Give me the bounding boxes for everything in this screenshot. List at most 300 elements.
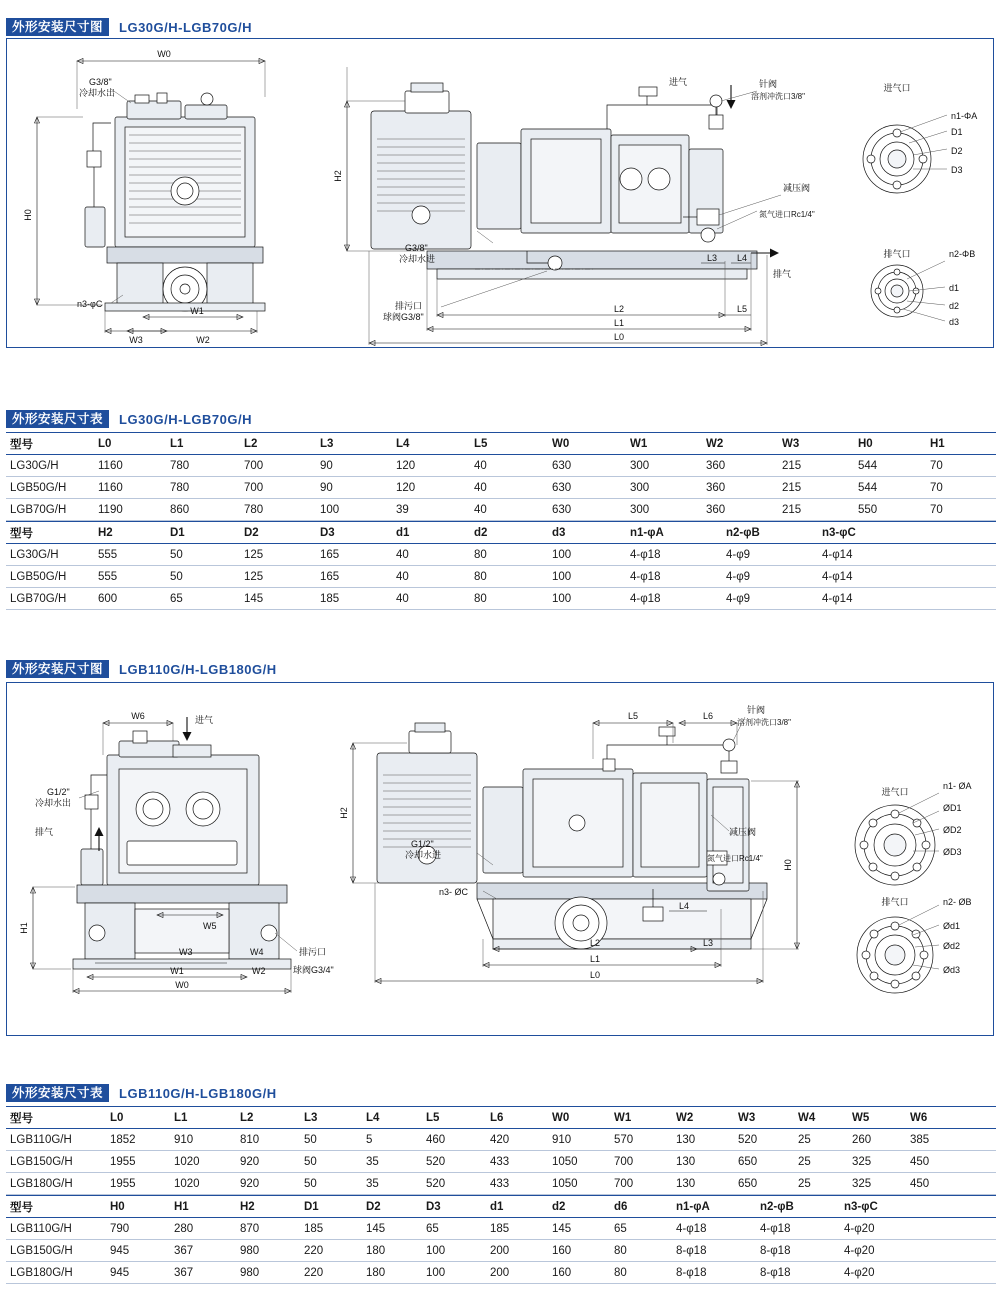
- col-header: L5: [422, 1107, 486, 1129]
- cell: 65: [422, 1218, 486, 1240]
- label-n3-c: n3-φC: [77, 299, 103, 309]
- spec-table-2b: [6, 1195, 996, 1284]
- label-h2-2: H2: [339, 807, 349, 819]
- cell: LGB110G/H: [6, 1218, 106, 1240]
- label-cooling-out-2: 冷却水出: [79, 88, 116, 98]
- label-cooling-in-2: 冷却水进: [399, 254, 436, 264]
- cell: 300: [626, 477, 702, 499]
- label-nitrogen: 氮气进口Rc1/4": [759, 210, 815, 219]
- label-n2-2: n2- ØB: [943, 897, 972, 907]
- label-l2: L2: [613, 304, 625, 314]
- cell: 160: [548, 1240, 610, 1262]
- label-w0: W0: [175, 980, 189, 990]
- col-header: n1-φA: [672, 1196, 756, 1218]
- cell: 870: [236, 1218, 300, 1240]
- cell: LG30G/H: [6, 544, 94, 566]
- label-nitrogen-2: 氮气进口Rc1/4": [707, 854, 763, 863]
- cell: 980: [236, 1262, 300, 1284]
- cell: 300: [626, 455, 702, 477]
- label-n2: n2-ΦB: [949, 249, 976, 259]
- cell: 1050: [548, 1173, 610, 1195]
- col-header: L6: [486, 1107, 548, 1129]
- label-w2: W2: [252, 966, 266, 976]
- cell: 555: [94, 544, 166, 566]
- cell: 165: [316, 544, 392, 566]
- section-title-en-3: LGB110G/H-LGB180G/H: [119, 661, 277, 677]
- cell: 4-φ9: [722, 588, 818, 610]
- table-row: [6, 1173, 996, 1195]
- cell: 35: [362, 1173, 422, 1195]
- label-relief-valve-2: 减压阀: [729, 827, 757, 837]
- cell: 50: [166, 566, 240, 588]
- cell: 280: [170, 1218, 236, 1240]
- col-header: W4: [794, 1107, 848, 1129]
- label-drain-1: 排污口: [395, 301, 423, 311]
- cell: 25: [794, 1173, 848, 1195]
- cell: LGB150G/H: [6, 1151, 106, 1173]
- col-header: D1: [300, 1196, 362, 1218]
- label-h0-2: H0: [783, 859, 793, 871]
- label-intake-port-2: 进气口: [881, 787, 909, 797]
- cell: 460: [422, 1129, 486, 1151]
- cell: 790: [106, 1218, 170, 1240]
- label-d1: D1: [951, 127, 963, 137]
- label-l0-2: L0: [589, 970, 601, 980]
- col-header: W2: [672, 1107, 734, 1129]
- cell: 40: [392, 544, 470, 566]
- label-w6: W6: [131, 711, 145, 721]
- col-header: H1: [926, 433, 996, 455]
- dimension-drawing-lg30-lgb70: [6, 38, 994, 348]
- col-header: L3: [316, 433, 392, 455]
- col-header: L3: [300, 1107, 362, 1129]
- col-header: W0: [548, 1107, 610, 1129]
- label-solvent-2: 溶剂冲洗口3/8": [737, 718, 791, 727]
- col-header: D2: [362, 1196, 422, 1218]
- cell: 920: [236, 1151, 300, 1173]
- label-cooling-in-1: G3/8": [405, 243, 428, 253]
- table-row: [6, 1151, 996, 1173]
- label-w3: W3: [129, 335, 143, 345]
- cell: 215: [778, 455, 854, 477]
- label-cooling-out-1: G3/8": [89, 77, 112, 87]
- cell: 520: [422, 1151, 486, 1173]
- cell: 385: [906, 1129, 996, 1151]
- cell: 90: [316, 477, 392, 499]
- cell: 4-φ9: [722, 544, 818, 566]
- table-header-row: [6, 1107, 996, 1129]
- cell: 40: [392, 588, 470, 610]
- section-title-cn-2: 外形安装尺寸表: [6, 410, 109, 428]
- col-header: L2: [236, 1107, 300, 1129]
- col-header: W1: [626, 433, 702, 455]
- cell: 50: [300, 1151, 362, 1173]
- label-drain-2-2: 球阀G3/4": [293, 965, 334, 975]
- cell: 4-φ18: [626, 566, 722, 588]
- col-header: W1: [610, 1107, 672, 1129]
- section-title-en-2: LG30G/H-LGB70G/H: [119, 411, 252, 427]
- cell: LGB70G/H: [6, 499, 94, 521]
- label-sd3: d3: [949, 317, 960, 327]
- table-row: [6, 455, 996, 477]
- label-h2: H2: [333, 170, 343, 182]
- cell: 4-φ18: [756, 1218, 840, 1240]
- label-l4-2: L4: [679, 901, 690, 911]
- cell: 145: [240, 588, 316, 610]
- label-h0: H0: [23, 209, 33, 221]
- cell: 600: [94, 588, 166, 610]
- label-sd2: d2: [949, 301, 960, 311]
- cell: 185: [300, 1218, 362, 1240]
- cell: LGB180G/H: [6, 1262, 106, 1284]
- cell: 4-φ20: [840, 1262, 996, 1284]
- col-header: d2: [470, 522, 548, 544]
- section-title-cn-4: 外形安装尺寸表: [6, 1084, 109, 1102]
- section-title-en-1: LG30G/H-LGB70G/H: [119, 19, 252, 35]
- cell: 145: [548, 1218, 610, 1240]
- label-exhaust-port-2: 排气口: [881, 897, 909, 907]
- cell: 700: [240, 477, 316, 499]
- label-n1-2: n1- ØA: [943, 781, 972, 791]
- col-header: n2-φB: [722, 522, 818, 544]
- cell: 25: [794, 1151, 848, 1173]
- cell: 160: [548, 1262, 610, 1284]
- label-needle-valve: 针阀: [759, 79, 778, 89]
- label-d3-2: ØD3: [943, 847, 962, 857]
- cell: 100: [548, 588, 626, 610]
- label-n1: n1-ΦA: [951, 111, 978, 121]
- label-l2-2: L2: [589, 938, 601, 948]
- cell: 4-φ18: [626, 588, 722, 610]
- cell: 300: [626, 499, 702, 521]
- side-view-lg30: [333, 67, 815, 346]
- cell: 544: [854, 455, 926, 477]
- col-header: d1: [392, 522, 470, 544]
- table-row: [6, 499, 996, 521]
- col-header: n3-φC: [818, 522, 996, 544]
- cell: 40: [470, 477, 548, 499]
- cell: 1190: [94, 499, 166, 521]
- cell: 920: [236, 1173, 300, 1195]
- cell: 39: [392, 499, 470, 521]
- label-d2-2: ØD2: [943, 825, 962, 835]
- label-w1: W1: [190, 306, 204, 316]
- cell: 100: [316, 499, 392, 521]
- label-sd3-2: Ød3: [943, 965, 961, 975]
- dimension-drawing-lgb110-lgb180: [6, 682, 994, 1036]
- cell: 200: [486, 1240, 548, 1262]
- cell: 780: [240, 499, 316, 521]
- cell: 5: [362, 1129, 422, 1151]
- cell: 35: [362, 1151, 422, 1173]
- label-l5-2: L5: [627, 711, 639, 721]
- cell: 4-φ20: [840, 1218, 996, 1240]
- cell: 180: [362, 1240, 422, 1262]
- table-row: [6, 477, 996, 499]
- cell: 1955: [106, 1173, 170, 1195]
- cell: 325: [848, 1151, 906, 1173]
- cell: 360: [702, 455, 778, 477]
- cell: 4-φ18: [626, 544, 722, 566]
- col-header: W3: [778, 433, 854, 455]
- cell: 450: [906, 1151, 996, 1173]
- section-header-dimension-drawing-2: [6, 660, 277, 678]
- col-header: L4: [362, 1107, 422, 1129]
- label-d2: D2: [951, 146, 963, 156]
- label-sd1-2: Ød1: [943, 921, 961, 931]
- cell: 260: [848, 1129, 906, 1151]
- label-l6-2: L6: [702, 711, 714, 721]
- label-intake-2: 进气: [195, 715, 214, 725]
- cell: 50: [300, 1173, 362, 1195]
- col-header: 型号: [6, 433, 94, 455]
- cell: 145: [362, 1218, 422, 1240]
- cell: 630: [548, 455, 626, 477]
- cell: LGB50G/H: [6, 477, 94, 499]
- cell: 125: [240, 566, 316, 588]
- dimension-table-lgb110-lgb180: [6, 1106, 996, 1284]
- cell: 4-φ14: [818, 544, 996, 566]
- label-exhaust-port: 排气口: [883, 249, 911, 259]
- cell: 130: [672, 1129, 734, 1151]
- cell: 367: [170, 1240, 236, 1262]
- label-drain-2: 球阀G3/8": [383, 312, 424, 322]
- cell: 520: [734, 1129, 794, 1151]
- cell: 630: [548, 499, 626, 521]
- table-header-row: [6, 1196, 996, 1218]
- cell: 65: [166, 588, 240, 610]
- table-row: [6, 544, 996, 566]
- label-drain-1-2: 排污口: [299, 947, 327, 957]
- col-header: L2: [240, 433, 316, 455]
- cell: 40: [470, 499, 548, 521]
- cell: 420: [486, 1129, 548, 1151]
- cell: 630: [548, 477, 626, 499]
- cell: 185: [486, 1218, 548, 1240]
- cell: 90: [316, 455, 392, 477]
- cell: 360: [702, 477, 778, 499]
- cell: 8-φ18: [672, 1240, 756, 1262]
- cell: 80: [610, 1240, 672, 1262]
- cell: 65: [610, 1218, 672, 1240]
- label-sd2-2: Ød2: [943, 941, 961, 951]
- cell: 120: [392, 455, 470, 477]
- cell: 780: [166, 455, 240, 477]
- table-header-row: [6, 522, 996, 544]
- cell: 4-φ14: [818, 566, 996, 588]
- cell: 50: [166, 544, 240, 566]
- label-l5: L5: [737, 304, 748, 314]
- cell: 1160: [94, 477, 166, 499]
- table-row: [6, 1218, 996, 1240]
- spec-table-1b: [6, 521, 996, 610]
- col-header: 型号: [6, 1107, 106, 1129]
- label-cool-in-2-2: 冷却水进: [405, 850, 442, 860]
- col-header: W2: [702, 433, 778, 455]
- section-title-cn-3: 外形安装尺寸图: [6, 660, 109, 678]
- cell: 100: [548, 544, 626, 566]
- cell: 810: [236, 1129, 300, 1151]
- section-header-dimension-drawing-1: [6, 18, 252, 36]
- col-header: 型号: [6, 1196, 106, 1218]
- label-relief-valve: 减压阀: [783, 183, 811, 193]
- label-l0: L0: [613, 332, 625, 342]
- label-exhaust-2: 排气: [35, 827, 54, 837]
- cell: 4-φ18: [672, 1218, 756, 1240]
- col-header: 型号: [6, 522, 94, 544]
- dimension-table-lg30-lgb70: [6, 432, 996, 610]
- label-exhaust: 排气: [773, 269, 792, 279]
- label-l1: L1: [613, 318, 625, 328]
- col-header: D2: [240, 522, 316, 544]
- section-header-dimension-table-1: [6, 410, 252, 428]
- cell: 185: [316, 588, 392, 610]
- label-intake: 进气: [669, 77, 688, 87]
- table-row: [6, 588, 996, 610]
- cell: LGB110G/H: [6, 1129, 106, 1151]
- cell: 100: [548, 566, 626, 588]
- label-intake-port: 进气口: [883, 83, 911, 93]
- label-cool-out-1-2: G1/2": [47, 787, 70, 797]
- cell: 165: [316, 566, 392, 588]
- table-row: [6, 1240, 996, 1262]
- cell: 50: [300, 1129, 362, 1151]
- cell: 1050: [548, 1151, 610, 1173]
- label-l4: L4: [737, 253, 748, 263]
- cell: 220: [300, 1240, 362, 1262]
- label-w2: W2: [196, 335, 210, 345]
- col-header: W5: [848, 1107, 906, 1129]
- table-row: [6, 1129, 996, 1151]
- label-l1-2: L1: [589, 954, 601, 964]
- cell: 433: [486, 1151, 548, 1173]
- table-row: [6, 566, 996, 588]
- cell: 555: [94, 566, 166, 588]
- front-view-lg30: [23, 49, 265, 345]
- label-d3: D3: [951, 165, 963, 175]
- cell: 945: [106, 1240, 170, 1262]
- section-header-dimension-table-2: [6, 1084, 277, 1102]
- cell: LGB150G/H: [6, 1240, 106, 1262]
- cell: 544: [854, 477, 926, 499]
- cell: LGB70G/H: [6, 588, 94, 610]
- cell: 650: [734, 1151, 794, 1173]
- side-view-lgb110: [339, 704, 800, 984]
- label-l3-2: L3: [703, 938, 714, 948]
- cell: 450: [906, 1173, 996, 1195]
- cell: 25: [794, 1129, 848, 1151]
- col-header: H1: [170, 1196, 236, 1218]
- cell: 120: [392, 477, 470, 499]
- cell: 215: [778, 499, 854, 521]
- cell: 4-φ14: [818, 588, 996, 610]
- cell: 433: [486, 1173, 548, 1195]
- col-header: D3: [422, 1196, 486, 1218]
- cell: 910: [548, 1129, 610, 1151]
- cell: LGB180G/H: [6, 1173, 106, 1195]
- label-d1-2: ØD1: [943, 803, 962, 813]
- cell: 1020: [170, 1151, 236, 1173]
- cell: LG30G/H: [6, 455, 94, 477]
- col-header: H2: [236, 1196, 300, 1218]
- cell: 70: [926, 477, 996, 499]
- cell: 220: [300, 1262, 362, 1284]
- cell: 1020: [170, 1173, 236, 1195]
- cell: 130: [672, 1173, 734, 1195]
- cell: 1955: [106, 1151, 170, 1173]
- label-n3-2: n3- ØC: [439, 887, 469, 897]
- front-view-lgb110: [19, 711, 334, 994]
- col-header: L1: [166, 433, 240, 455]
- cell: 780: [166, 477, 240, 499]
- table-row: [6, 1262, 996, 1284]
- cell: 700: [610, 1173, 672, 1195]
- col-header: d6: [610, 1196, 672, 1218]
- label-w3: W3: [179, 947, 193, 957]
- label-solvent: 溶剂冲洗口3/8": [751, 92, 805, 101]
- label-cool-in-1-2: G1/2": [411, 839, 434, 849]
- label-l3: L3: [707, 253, 718, 263]
- cell: 4-φ20: [840, 1240, 996, 1262]
- cell: 130: [672, 1151, 734, 1173]
- cell: 910: [170, 1129, 236, 1151]
- cell: 8-φ18: [672, 1262, 756, 1284]
- cell: 945: [106, 1262, 170, 1284]
- col-header: L0: [94, 433, 166, 455]
- col-header: L4: [392, 433, 470, 455]
- col-header: L1: [170, 1107, 236, 1129]
- col-header: n3-φC: [840, 1196, 996, 1218]
- cell: 8-φ18: [756, 1240, 840, 1262]
- label-w5: W5: [203, 921, 217, 931]
- flange-views-lgb110: [855, 781, 972, 993]
- col-header: W3: [734, 1107, 794, 1129]
- cell: 80: [610, 1262, 672, 1284]
- cell: 80: [470, 544, 548, 566]
- col-header: H2: [94, 522, 166, 544]
- label-cool-out-2-2: 冷却水出: [35, 798, 72, 808]
- cell: 570: [610, 1129, 672, 1151]
- cell: 325: [848, 1173, 906, 1195]
- col-header: n1-φA: [626, 522, 722, 544]
- cell: 125: [240, 544, 316, 566]
- col-header: D1: [166, 522, 240, 544]
- col-header: L5: [470, 433, 548, 455]
- cell: 80: [470, 566, 548, 588]
- section-title-en-4: LGB110G/H-LGB180G/H: [119, 1085, 277, 1101]
- cell: LGB50G/H: [6, 566, 94, 588]
- label-sd1: d1: [949, 283, 960, 293]
- cell: 70: [926, 455, 996, 477]
- cell: 8-φ18: [756, 1262, 840, 1284]
- cell: 70: [926, 499, 996, 521]
- label-h1: H1: [19, 922, 29, 934]
- col-header: H0: [106, 1196, 170, 1218]
- cell: 215: [778, 477, 854, 499]
- cell: 550: [854, 499, 926, 521]
- col-header: D3: [316, 522, 392, 544]
- col-header: d3: [548, 522, 626, 544]
- col-header: n2-φB: [756, 1196, 840, 1218]
- cell: 200: [486, 1262, 548, 1284]
- col-header: d2: [548, 1196, 610, 1218]
- cell: 4-φ9: [722, 566, 818, 588]
- spec-table-2a: [6, 1106, 996, 1195]
- cell: 520: [422, 1173, 486, 1195]
- cell: 860: [166, 499, 240, 521]
- cell: 100: [422, 1240, 486, 1262]
- cell: 367: [170, 1262, 236, 1284]
